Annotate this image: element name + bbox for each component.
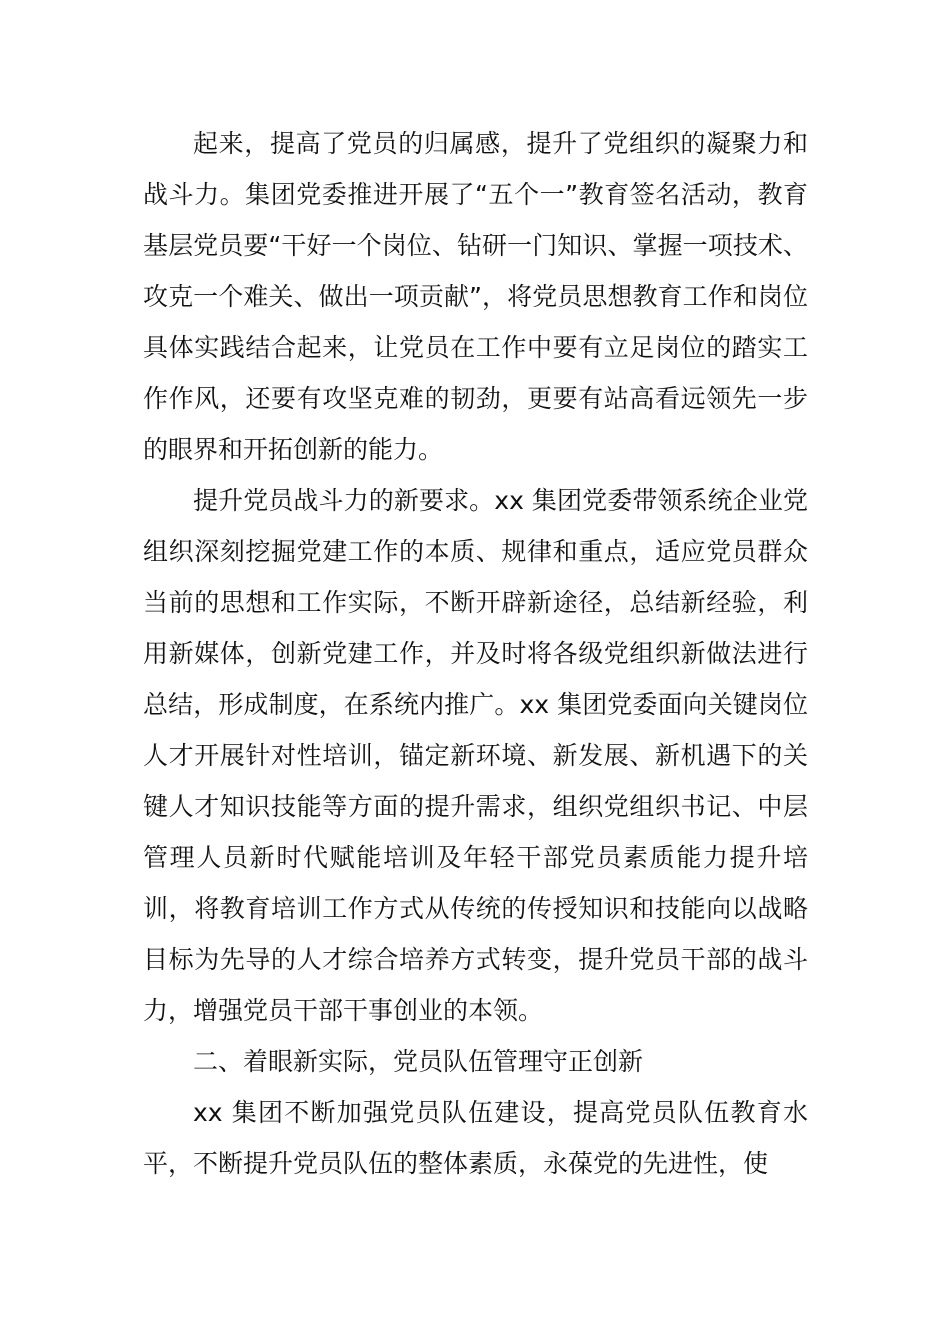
paragraph-continuation: 起来，提高了党员的归属感，提升了党组织的凝聚力和战斗力。集团党委推进开展了“五个一”教育签名活动，教育基层党员要“干好一个岗位、钻研一门知识、掌握一项技术、攻克一个难关、做出一项贡献”，将党员思想教育工作和岗位具体实践结合起来，让党员在工作中要有立足岗位的踏实工作作风，还要有攻坚克难的韧劲，更要有站高看远领先一步的眼界和开拓创新的能力。: [143, 129, 808, 464]
paragraph-fighting-capacity: 提升党员战斗力的新要求。xx 集团党委带领系统企业党组织深刻挖掘党建工作的本质、规律和重点，适应党员群众当前的思想和工作实际，不断开辟新途径，总结新经验，利用新媒体，创新党建工作，并及时将各级党组织新做法进行总结，形成制度，在系统内推广。xx 集团党委面向关键岗位人才开展针对性培训，锚定新环境、新发展、新机遇下的关键人才知识技能等方面的提升需求，组织党组织书记、中层管理人员新时代赋能培训及年轻干部党员素质能力提升培训，将教育培训工作方式从传统的传授知识和技能向以战略目标为先导的人才综合培养方式转变，提升党员干部的战斗力，增强党员干部干事创业的本领。: [143, 486, 808, 1025]
document-body: [143, 118, 808, 1189]
paragraph-team-building: xx 集团不断加强党员队伍建设，提高党员队伍教育水平，不断提升党员队伍的整体素质，永葆党的先进性，使: [143, 1098, 808, 1178]
section-heading: 二、着眼新实际，党员队伍管理守正创新: [193, 1047, 644, 1076]
